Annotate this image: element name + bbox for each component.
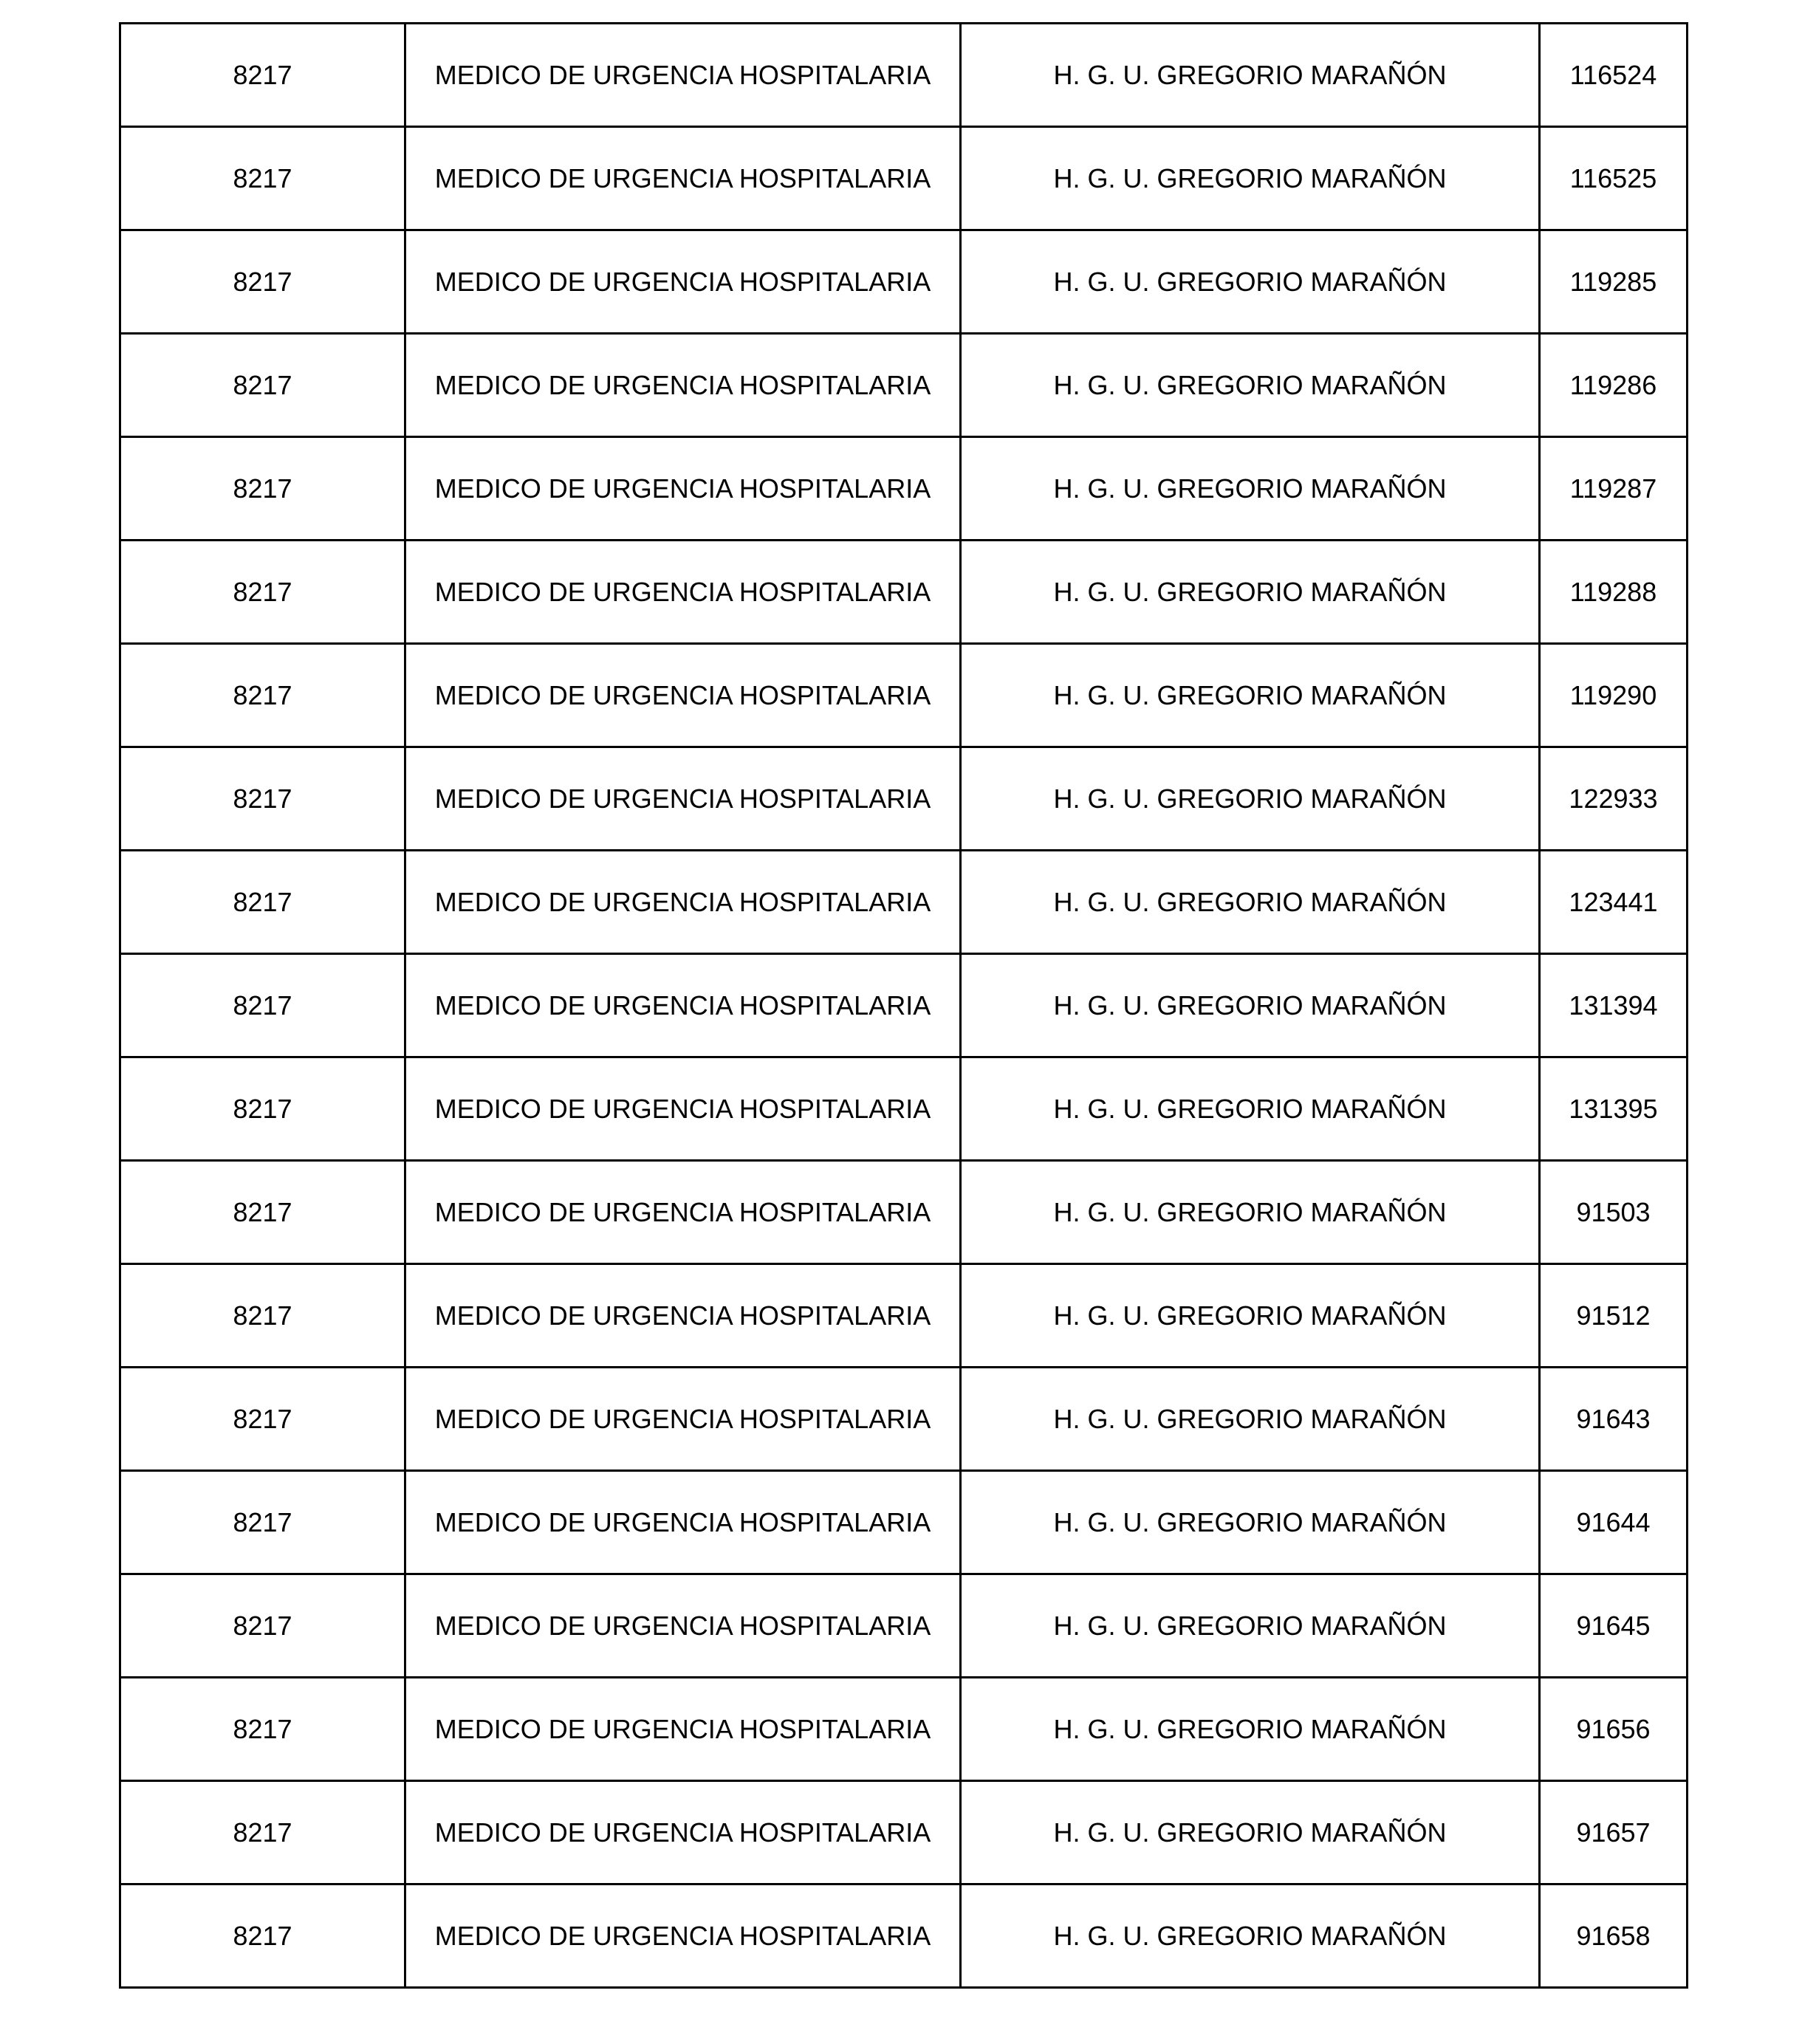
category-code-cell: 8217 — [120, 230, 405, 334]
category-code-cell: 8217 — [120, 954, 405, 1057]
post-number-cell: 119287 — [1540, 437, 1688, 541]
table-row — [120, 24, 1688, 127]
center-name-cell: H. G. U. GREGORIO MARAÑÓN — [961, 1678, 1540, 1781]
post-number-cell: 91657 — [1540, 1781, 1688, 1884]
category-name-cell: MEDICO DE URGENCIA HOSPITALARIA — [405, 541, 961, 644]
center-name-cell: H. G. U. GREGORIO MARAÑÓN — [961, 1161, 1540, 1264]
category-code-cell: 8217 — [120, 1884, 405, 1988]
center-name-cell: H. G. U. GREGORIO MARAÑÓN — [961, 747, 1540, 851]
center-name-cell: H. G. U. GREGORIO MARAÑÓN — [961, 24, 1540, 127]
post-number-cell: 91656 — [1540, 1678, 1688, 1781]
category-name-cell: MEDICO DE URGENCIA HOSPITALARIA — [405, 1368, 961, 1471]
table-row — [120, 954, 1688, 1057]
category-code-cell: 8217 — [120, 24, 405, 127]
category-name-cell: MEDICO DE URGENCIA HOSPITALARIA — [405, 230, 961, 334]
category-name-cell: MEDICO DE URGENCIA HOSPITALARIA — [405, 1264, 961, 1368]
table-row — [120, 1264, 1688, 1368]
table-row — [120, 541, 1688, 644]
category-code-cell: 8217 — [120, 1471, 405, 1574]
table-row — [120, 1057, 1688, 1161]
center-name-cell: H. G. U. GREGORIO MARAÑÓN — [961, 1368, 1540, 1471]
post-number-cell: 123441 — [1540, 851, 1688, 954]
category-code-cell: 8217 — [120, 334, 405, 437]
category-code-cell: 8217 — [120, 1368, 405, 1471]
post-number-cell: 119290 — [1540, 644, 1688, 747]
post-number-cell: 122933 — [1540, 747, 1688, 851]
post-number-cell: 119286 — [1540, 334, 1688, 437]
category-code-cell: 8217 — [120, 1161, 405, 1264]
table-row — [120, 1471, 1688, 1574]
post-number-cell: 91644 — [1540, 1471, 1688, 1574]
table-row — [120, 1781, 1688, 1884]
table-row — [120, 1678, 1688, 1781]
post-number-cell: 119285 — [1540, 230, 1688, 334]
category-name-cell: MEDICO DE URGENCIA HOSPITALARIA — [405, 1781, 961, 1884]
center-name-cell: H. G. U. GREGORIO MARAÑÓN — [961, 954, 1540, 1057]
post-number-cell: 131395 — [1540, 1057, 1688, 1161]
center-name-cell: H. G. U. GREGORIO MARAÑÓN — [961, 1884, 1540, 1988]
category-name-cell: MEDICO DE URGENCIA HOSPITALARIA — [405, 334, 961, 437]
category-name-cell: MEDICO DE URGENCIA HOSPITALARIA — [405, 24, 961, 127]
post-number-cell: 131394 — [1540, 954, 1688, 1057]
category-name-cell: MEDICO DE URGENCIA HOSPITALARIA — [405, 437, 961, 541]
post-number-cell: 91503 — [1540, 1161, 1688, 1264]
table-row — [120, 437, 1688, 541]
category-code-cell: 8217 — [120, 1781, 405, 1884]
table-row — [120, 1574, 1688, 1678]
center-name-cell: H. G. U. GREGORIO MARAÑÓN — [961, 437, 1540, 541]
category-code-cell: 8217 — [120, 1574, 405, 1678]
positions-table — [119, 22, 1688, 1989]
category-name-cell: MEDICO DE URGENCIA HOSPITALARIA — [405, 644, 961, 747]
table-row — [120, 334, 1688, 437]
center-name-cell: H. G. U. GREGORIO MARAÑÓN — [961, 334, 1540, 437]
table-row — [120, 1884, 1688, 1988]
category-code-cell: 8217 — [120, 851, 405, 954]
category-code-cell: 8217 — [120, 541, 405, 644]
category-code-cell: 8217 — [120, 1678, 405, 1781]
center-name-cell: H. G. U. GREGORIO MARAÑÓN — [961, 230, 1540, 334]
table-row — [120, 1161, 1688, 1264]
category-code-cell: 8217 — [120, 1264, 405, 1368]
category-name-cell: MEDICO DE URGENCIA HOSPITALARIA — [405, 1471, 961, 1574]
post-number-cell: 91645 — [1540, 1574, 1688, 1678]
post-number-cell: 91658 — [1540, 1884, 1688, 1988]
table-row — [120, 1368, 1688, 1471]
center-name-cell: H. G. U. GREGORIO MARAÑÓN — [961, 1471, 1540, 1574]
category-name-cell: MEDICO DE URGENCIA HOSPITALARIA — [405, 1884, 961, 1988]
table-row — [120, 644, 1688, 747]
center-name-cell: H. G. U. GREGORIO MARAÑÓN — [961, 644, 1540, 747]
post-number-cell: 116525 — [1540, 127, 1688, 230]
center-name-cell: H. G. U. GREGORIO MARAÑÓN — [961, 851, 1540, 954]
category-code-cell: 8217 — [120, 644, 405, 747]
category-name-cell: MEDICO DE URGENCIA HOSPITALARIA — [405, 851, 961, 954]
category-code-cell: 8217 — [120, 747, 405, 851]
post-number-cell: 116524 — [1540, 24, 1688, 127]
center-name-cell: H. G. U. GREGORIO MARAÑÓN — [961, 1781, 1540, 1884]
category-name-cell: MEDICO DE URGENCIA HOSPITALARIA — [405, 954, 961, 1057]
center-name-cell: H. G. U. GREGORIO MARAÑÓN — [961, 1264, 1540, 1368]
center-name-cell: H. G. U. GREGORIO MARAÑÓN — [961, 541, 1540, 644]
center-name-cell: H. G. U. GREGORIO MARAÑÓN — [961, 127, 1540, 230]
post-number-cell: 91643 — [1540, 1368, 1688, 1471]
post-number-cell: 119288 — [1540, 541, 1688, 644]
category-code-cell: 8217 — [120, 127, 405, 230]
category-name-cell: MEDICO DE URGENCIA HOSPITALARIA — [405, 747, 961, 851]
category-code-cell: 8217 — [120, 1057, 405, 1161]
category-name-cell: MEDICO DE URGENCIA HOSPITALARIA — [405, 1057, 961, 1161]
center-name-cell: H. G. U. GREGORIO MARAÑÓN — [961, 1057, 1540, 1161]
category-code-cell: 8217 — [120, 437, 405, 541]
category-name-cell: MEDICO DE URGENCIA HOSPITALARIA — [405, 1678, 961, 1781]
category-name-cell: MEDICO DE URGENCIA HOSPITALARIA — [405, 1574, 961, 1678]
table-row — [120, 851, 1688, 954]
category-name-cell: MEDICO DE URGENCIA HOSPITALARIA — [405, 127, 961, 230]
table-row — [120, 127, 1688, 230]
center-name-cell: H. G. U. GREGORIO MARAÑÓN — [961, 1574, 1540, 1678]
table-row — [120, 747, 1688, 851]
table-row — [120, 230, 1688, 334]
category-name-cell: MEDICO DE URGENCIA HOSPITALARIA — [405, 1161, 961, 1264]
post-number-cell: 91512 — [1540, 1264, 1688, 1368]
